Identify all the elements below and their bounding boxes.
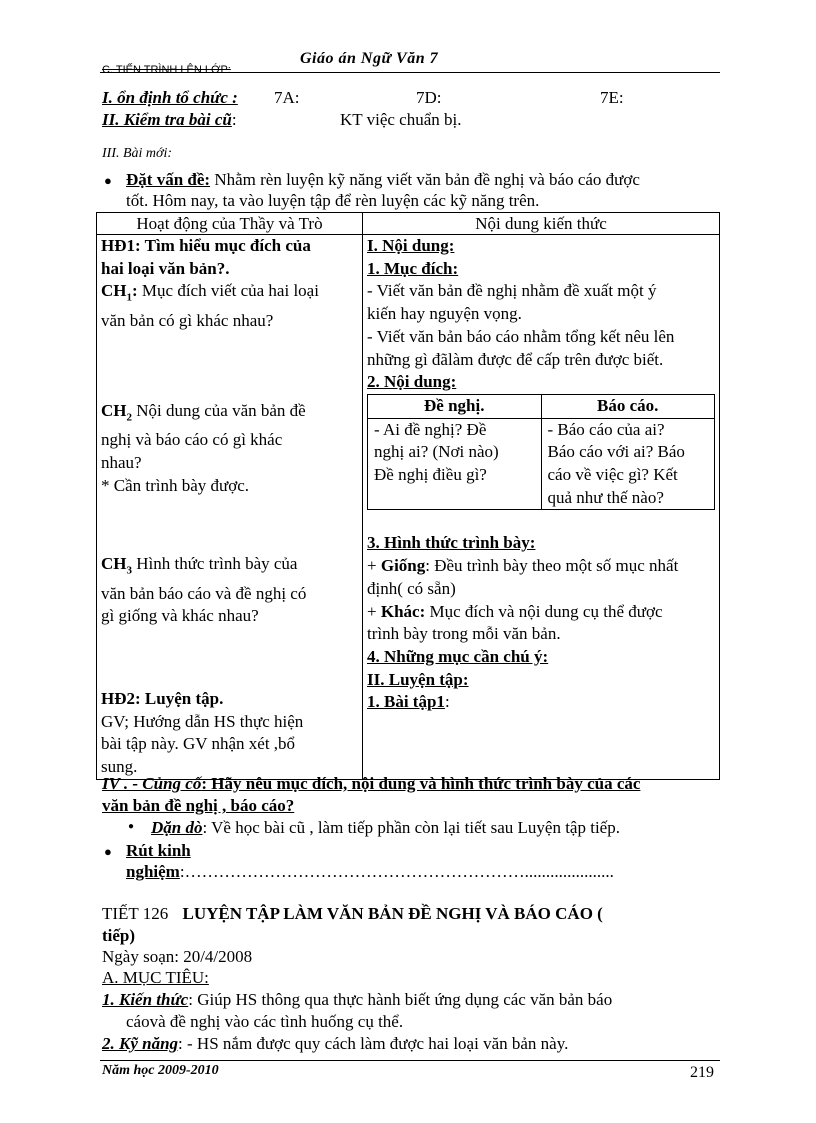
consolidate-line-2: văn bản đề nghị , báo cáo? — [102, 796, 295, 815]
ch1-line-1 — [101, 280, 358, 309]
class-7d: 7D: — [416, 88, 442, 107]
bullet-icon: ● — [128, 821, 135, 832]
consolidate-label: IV . - Củng cố — [102, 774, 202, 793]
content-column — [363, 235, 720, 780]
diff-line-1 — [367, 601, 715, 624]
ch3-text-1: Hình thức trình bày của — [132, 554, 298, 574]
ch1-text-1: Mục đích viết của hai loại — [137, 281, 319, 301]
check-line — [102, 110, 462, 130]
comparison-table — [367, 394, 715, 511]
header-rule — [100, 72, 720, 73]
check-text: KT việc chuẩn bị. — [340, 110, 462, 129]
ch2-line-2: nghị và báo cáo có gì khác — [101, 430, 283, 450]
intro-label: Đặt vấn đề: — [126, 170, 211, 189]
same-text: : Đều trình bày theo một số mục nhất — [425, 556, 679, 576]
report-line-2: Báo cáo với ai? Báo — [547, 442, 685, 462]
class-7e: 7E: — [600, 88, 624, 107]
lesson-title-cont: tiếp) — [102, 926, 136, 945]
ch1-sub: 1 — [126, 291, 132, 304]
proposal-cell — [368, 418, 542, 510]
experience-dots: :……………………………………………………..................... — [179, 862, 614, 881]
diff-text: Mục đích và nội dung cụ thể được — [425, 601, 663, 621]
check-label: II. Kiểm tra bài cũ — [102, 110, 232, 129]
tiet-number: TIẾT 126 — [102, 904, 169, 923]
ch2-sub: 2 — [126, 411, 132, 424]
footer-year: Năm học 2009-2010 — [102, 1063, 219, 1078]
ch3-line-3: gì giống và khác nhau? — [101, 606, 259, 626]
content-heading: 2. Nội dung: — [367, 372, 457, 392]
table-head-right: Nội dung kiến thức — [363, 213, 720, 235]
exercise-1-colon: : — [444, 692, 450, 712]
prep-date: Ngày soạn: 20/4/2008 — [102, 947, 253, 966]
intro-line-2: tốt. Hôm nay, ta vào luyện tập để rèn luyện các kỹ năng trên. — [126, 191, 540, 210]
homework-line — [151, 818, 620, 838]
ch2-line-4: * Cần trình bày được. — [101, 475, 250, 495]
exercise-1 — [367, 691, 715, 714]
diff-label: Khác: — [380, 601, 426, 621]
table-head-left: Hoạt động của Thầy và Trò — [97, 213, 363, 235]
same-label: Giống — [380, 556, 426, 576]
form-heading: 3. Hình thức trình bày: — [367, 533, 536, 553]
bullet-icon: ● — [104, 173, 112, 188]
purpose-line-2: kiến hay nguyện vọng. — [367, 304, 522, 324]
ch3-line-2: văn bản báo cáo và đề nghị có — [101, 583, 307, 603]
experience-line-2 — [126, 862, 614, 882]
diff-line-2: trình bày trong mỗi văn bản. — [367, 624, 561, 644]
report-line-4: quả như thế nào? — [547, 487, 664, 507]
same-line-1 — [367, 555, 715, 578]
ch1-line-2: văn bản có gì khác nhau? — [101, 310, 274, 330]
proposal-line-1: - Ai đề nghị? Đề — [374, 419, 487, 439]
skill-line — [102, 1034, 568, 1054]
knowledge-line-2: cáovà đề nghị vào các tình huống cụ thể. — [126, 1012, 404, 1031]
hd1-line-2: hai loại văn bản?. — [101, 258, 230, 278]
report-line-1: - Báo cáo của ai? — [547, 419, 665, 439]
proposal-line-2: nghị ai? (Nơi nào) — [374, 442, 499, 462]
homework-label: Dặn dò — [151, 818, 203, 837]
purpose-line-4: những gì đãlàm được để cấp trên được biết. — [367, 349, 664, 369]
experience-label-1: Rút kinh — [126, 841, 191, 860]
gv-line-1: GV; Hướng dẫn HS thực hiện — [101, 711, 304, 731]
proposal-line-3: Đề nghị điều gì? — [374, 465, 487, 485]
page-number: 219 — [690, 1064, 714, 1081]
inner-head-proposal: Đề nghị. — [368, 394, 542, 418]
next-lesson-title — [102, 904, 603, 924]
knowledge-label: 1. Kiến thức — [102, 990, 189, 1009]
activities-column — [97, 235, 363, 780]
knowledge-text-1: : Giúp HS thông qua thực hành biết ứng dụng các văn bản báo — [188, 990, 613, 1009]
intro-text-1: Nhằm rèn luyện kỹ năng viết văn bản đề nghị và báo cáo được — [210, 170, 640, 189]
gv-line-3: sung. — [101, 757, 138, 777]
exercise-1-label: 1. Bài tập1 — [367, 692, 445, 712]
practice-heading: II. Luyện tập: — [367, 669, 469, 689]
ch3-label: CH — [101, 554, 127, 574]
inner-head-report: Báo cáo. — [541, 394, 715, 418]
ch2-line-1 — [101, 400, 358, 429]
knowledge-line-1 — [102, 990, 612, 1010]
ch2-text-1: Nội dung của văn bản đề — [132, 401, 306, 421]
lesson-table — [96, 212, 720, 780]
org-line — [102, 88, 624, 108]
new-lesson-heading: III. Bài mới: — [102, 146, 173, 161]
section-1-heading: I. Nội dung: — [367, 236, 455, 255]
hd2-heading: HĐ2: Luyện tập. — [101, 688, 224, 708]
lesson-title: LUYỆN TẬP LÀM VĂN BẢN ĐỀ NGHỊ VÀ BÁO CÁO ( — [182, 904, 603, 923]
same-line-2: định( có sẵn) — [367, 578, 456, 598]
page-header-title: Giáo án Ngữ Văn 7 — [300, 50, 439, 67]
ch3-sub: 3 — [126, 564, 132, 577]
footer-rule — [100, 1060, 720, 1061]
same-plus: + — [367, 556, 381, 576]
purpose-line-1: - Viết văn bản đề nghị nhằm đề xuất một ý — [367, 281, 657, 301]
consolidate-line-1 — [102, 774, 640, 794]
ch1-colon: : — [132, 281, 138, 301]
experience-label-2: nghiệm — [126, 862, 180, 881]
ch1-label: CH — [101, 281, 127, 301]
bullet-icon: ● — [104, 844, 112, 859]
gv-line-2: bài tập này. GV nhận xét ,bổ — [101, 734, 296, 754]
ch2-label: CH — [101, 401, 127, 421]
check-colon: : — [231, 110, 237, 129]
notes-heading: 4. Những mục cần chú ý: — [367, 646, 549, 666]
skill-label: 2. Kỹ năng — [102, 1034, 179, 1053]
purpose-line-3: - Viết văn bản báo cáo nhằm tổng kết nêu lên — [367, 326, 675, 346]
intro-line-1 — [126, 170, 640, 190]
org-label: I. ổn định tổ chức : — [102, 88, 238, 107]
purpose-heading: 1. Mục đích: — [367, 258, 459, 278]
consolidate-text: : Hãy nêu mục đích, nội dung và hình thức trình bày của các — [201, 774, 641, 793]
skill-text: : - HS nắm được quy cách làm được hai loại văn bản này. — [178, 1034, 569, 1053]
diff-plus: + — [367, 601, 381, 621]
ch2-line-3: nhau? — [101, 453, 142, 472]
homework-text: : Về học bài cũ , làm tiếp phần còn lại tiết sau Luyện tập tiếp. — [202, 818, 620, 837]
section-c-heading: C. TIẾN TRÌNH LÊN LỚP: — [102, 64, 231, 76]
objectives-heading: A. MỤC TIÊU: — [102, 968, 209, 987]
class-7a: 7A: — [274, 88, 300, 107]
report-line-3: cáo về việc gì? Kết — [547, 465, 678, 485]
report-cell — [541, 418, 715, 510]
hd1-line-1: HĐ1: Tìm hiểu mục đích của — [101, 236, 311, 255]
ch3-line-1 — [101, 553, 358, 582]
